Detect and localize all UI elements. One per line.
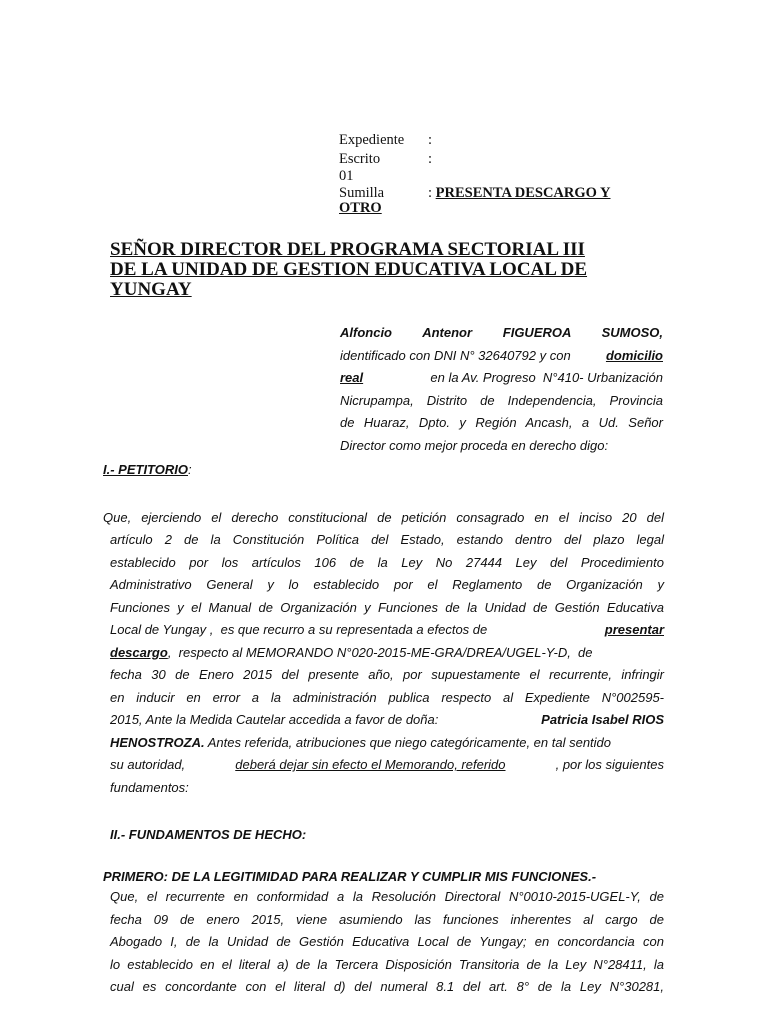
petitorio-text: Local de Yungay , es que recurro a su representada a efectos de (110, 622, 488, 637)
escrito-number: 01 (339, 168, 354, 184)
petitorio-text: 2015, Ante la Medida Cautelar accedida a favor de doña: (110, 712, 439, 727)
petitorio-text: , por los siguientes (555, 757, 664, 772)
sumilla-value (428, 185, 611, 202)
presentar-text: presentar (604, 622, 664, 637)
petitorio-line-4: Administrativo General y lo establecido por el Reglamento de Organización y (110, 577, 664, 592)
petitorio-text: su autoridad, (110, 757, 186, 772)
real-text: real (340, 370, 364, 385)
sumilla-label: Sumilla (339, 185, 385, 201)
petitorio-line-5: Funciones y el Manual de Organización y Funciones de la Unidad de Gestión Educativa (110, 599, 664, 615)
primero-line-1: Que, el recurrente en conformidad a la Resolución Directoral N°0010-2015-UGEL-Y, de (110, 889, 664, 904)
intro-line-6: Director como mejor proceda en derecho digo: (340, 437, 609, 453)
addressee (110, 240, 650, 300)
petitorio-line-7 (110, 642, 664, 665)
primero-body (110, 886, 664, 999)
primero-title: PRIMERO: DE LA LEGITIMIDAD PARA REALIZAR Y CUMPLIR MIS FUNCIONES.- (103, 869, 597, 884)
expediente-colon: : (428, 132, 433, 148)
primero-line-4: lo establecido en el literal a) de la Tercera Disposición Transitoria de la Ley N°28411, la (110, 956, 664, 972)
petitorio-text: Antes referida, atribuciones que niego categóricamente, en tal sentido (204, 734, 612, 750)
petitorio-line-10 (110, 709, 664, 732)
petitorio-line-7-rest (168, 642, 664, 665)
escrito-row (339, 151, 433, 168)
petitorio-line-13: fundamentos: (110, 779, 189, 795)
patricia-name: Patricia Isabel RIOS (541, 712, 664, 727)
primero-line-3: Abogado I, de la Unidad de Gestión Educativa Local de Yungay; en concordancia con (110, 934, 664, 949)
petitorio-body (110, 529, 664, 799)
intro-line-4: Nicrupampa, Distrito de Independencia, Provincia (340, 392, 663, 408)
petitorio-line-12 (110, 754, 664, 777)
intro-line-2 (340, 345, 663, 368)
primero-line-2: fecha 09 de enero 2015, viene asumiendo las funciones inherentes al cargo de (110, 911, 664, 927)
addressee-line-1: SEÑOR DIRECTOR DEL PROGRAMA SECTORIAL III (110, 239, 585, 260)
petitorio-line-9: en inducir en error a la administración publica respecto al Expediente N°002595- (110, 689, 664, 705)
petitorio-colon: : (188, 462, 192, 477)
intro-text: en la Av. Progreso N°410- Urbanización (430, 370, 663, 385)
addressee-line-2: DE LA UNIDAD DE GESTION EDUCATIVA LOCAL DE (110, 259, 588, 280)
primero-line-5: cual es concordante con el literal d) del numeral 8.1 del art. 8° de la Ley N°30281, (110, 979, 664, 994)
section-fundamentos-title: II.- FUNDAMENTOS DE HECHO: (110, 827, 307, 842)
domicilio-text: domicilio (605, 347, 663, 363)
petitorio-text: , respecto al MEMORANDO N°020-2015-ME-GRA/DREA/UGEL-Y-D, de (167, 644, 593, 660)
sumilla-text-2: OTRO (339, 200, 382, 216)
intro-text: identificado con DNI N° 32640792 y con (340, 347, 571, 363)
petitorio-line-2: artículo 2 de la Constitución Política del Estado, estando dentro del plazo legal (110, 532, 664, 547)
petitorio-line-3: establecido por los artículos 106 de la Ley No 27444 Ley del Procedimiento (110, 554, 664, 570)
petitorio-line-1-wrap (103, 507, 664, 530)
intro-line-3 (340, 367, 663, 390)
petitorio-line-8: fecha 30 de Enero 2015 del presente año, por supuestamente el recurrente, infringir (110, 667, 664, 682)
escrito-colon: : (428, 151, 433, 167)
sumilla-continuation (339, 200, 382, 217)
sumilla-colon: : (428, 185, 433, 201)
intro-paragraph (340, 322, 663, 457)
intro-line-5: de Huaraz, Dpto. y Región Ancash, a Ud. Señor (340, 415, 663, 430)
expediente-row (339, 132, 433, 149)
intro-line-1: Alfoncio Antenor FIGUEROA SUMOSO, (340, 325, 663, 340)
petitorio-line-11 (110, 732, 664, 755)
dejar-sin-efecto-text: deberá dejar sin efecto el Memorando, referido (235, 757, 506, 772)
expediente-label: Expediente (339, 132, 405, 148)
sumilla-text: PRESENTA DESCARGO Y (435, 185, 611, 201)
henostroza-name: HENOSTROZA. (110, 734, 205, 750)
addressee-line-3: YUNGAY (110, 279, 192, 300)
section-petitorio-title (103, 462, 192, 477)
descargo-text: descargo (110, 644, 168, 660)
petitorio-line-1: Que, ejerciendo el derecho constitucional de petición consagrado en el inciso 20 del (103, 510, 664, 525)
petitorio-heading: I.- PETITORIO (103, 462, 188, 477)
escrito-label: Escrito (339, 151, 381, 167)
petitorio-line-6 (110, 619, 664, 642)
